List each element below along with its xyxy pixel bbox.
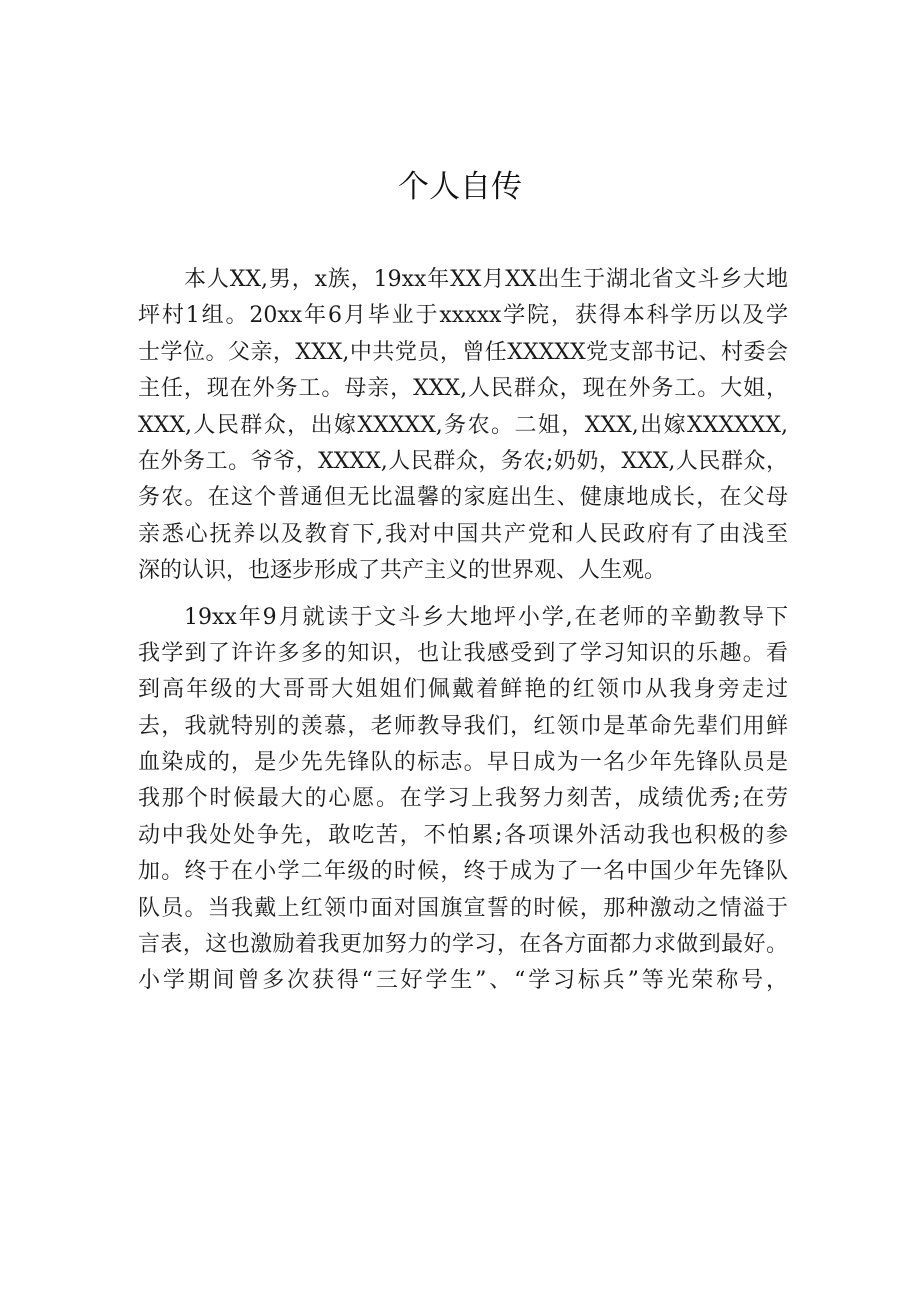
text-line: 到高年级的大哥哥大姐姐们佩戴着鲜艳的红领巾从我身旁走过 [138,677,788,703]
paragraph-1 [138,262,788,590]
text-line: 务农。在这个普通但无比温馨的家庭出生、健康地成长，在父母 [138,485,788,511]
document-title: 个人自传 [398,169,522,205]
text-line: 我那个时候最大的心愿。在学习上我努力刻苦，成绩优秀;在劳 [138,786,788,812]
text-line: 在外务工。爷爷，XXXX,人民群众，务农;奶奶，XXX,人民群众， [138,448,788,474]
paragraph-2 [138,600,788,1000]
text-line: 去，我就特别的羡慕，老师教导我们，红领巾是革命先辈们用鲜 [138,713,788,739]
text-line: 加。终于在小学二年级的时候，终于成为了一名中国少年先锋队 [138,859,788,885]
text-line: 动中我处处争先，敢吃苦，不怕累;各项课外活动我也积极的参 [138,822,788,848]
text-line: 亲悉心抚养以及教育下,我对中国共产党和人民政府有了由浅至 [138,521,788,547]
text-line: 言表，这也激励着我更加努力的学习，在各方面都力求做到最好。 [138,932,788,958]
paragraph-spacer [138,590,788,600]
text-line: 19xx年9月就读于文斗乡大地坪小学,在老师的辛勤教导下 [184,604,788,630]
text-line: 小学期间曾多次获得“三好学生”、“学习标兵”等光荣称号， [138,968,788,994]
text-line: 坪村1组。20xx年6月毕业于xxxxx学院，获得本科学历以及学 [138,303,788,329]
text-line: 我学到了许许多多的知识，也让我感受到了学习知识的乐趣。看 [138,640,788,666]
text-line: 本人XX,男，x族，19xx年XX月XX出生于湖北省文斗乡大地 [184,267,788,292]
text-line: 主任，现在外务工。母亲，XXX,人民群众，现在外务工。大姐， [138,376,788,402]
text-line: 血染成的，是少先先锋队的标志。早日成为一名少年先锋队员是 [138,750,788,776]
document-body [138,262,788,1000]
text-line: 队员。当我戴上红领巾面对国旗宣誓的时候，那种激动之情溢于 [138,895,788,921]
text-line: 深的认识，也逐步形成了共产主义的世界观、人生观。 [138,558,667,584]
text-line: XXX,人民群众，出嫁XXXXX,务农。二姐，XXX,出嫁XXXXXX, [138,412,788,438]
text-line: 士学位。父亲，XXX,中共党员，曾任XXXXX党支部书记、村委会 [138,339,788,365]
